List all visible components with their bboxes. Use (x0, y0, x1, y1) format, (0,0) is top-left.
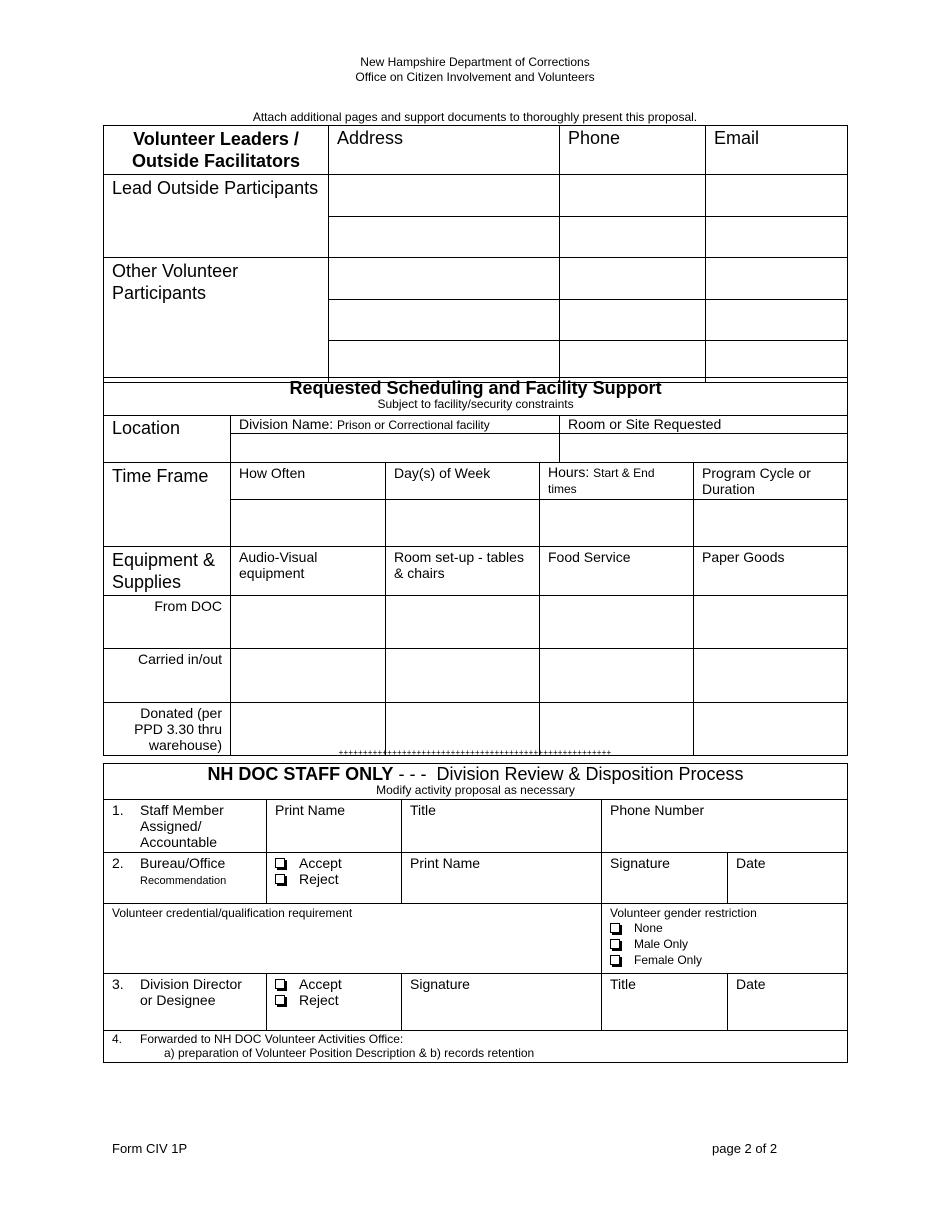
equipment-field[interactable] (694, 649, 848, 703)
retention-text: a) preparation of Volunteer Position Description & b) records retention (164, 1046, 535, 1060)
scheduling-title: Requested Scheduling and Facility Support (289, 378, 662, 398)
scheduling-subtitle: Subject to facility/security constraints (377, 397, 574, 411)
equipment-field[interactable] (540, 649, 694, 703)
email-header: Email (706, 126, 848, 175)
checkbox-icon (610, 955, 620, 965)
row3-number: 3. (112, 976, 124, 992)
accept-checkbox[interactable]: Accept (275, 976, 393, 992)
staff-table (103, 763, 848, 1063)
division-hint: Prison or Correctional facility (337, 418, 490, 432)
reject-checkbox[interactable]: Reject (275, 992, 393, 1008)
date-field[interactable]: Date (728, 974, 848, 1031)
room-field[interactable] (560, 434, 848, 463)
credential-field[interactable]: Volunteer credential/qualification requirement (104, 904, 602, 974)
how-often-header: How Often (231, 463, 386, 500)
header-office: Office on Citizen Involvement and Volunteers (355, 70, 595, 84)
time-frame-label: Time Frame (104, 463, 231, 547)
staff-member-label: Staff Member Assigned/ Accountable (140, 802, 224, 850)
hours-field[interactable] (540, 500, 694, 547)
from-doc-label: From DOC (104, 596, 231, 649)
gender-male-checkbox[interactable]: Male Only (610, 936, 839, 952)
signature-field[interactable]: Signature (402, 974, 602, 1031)
title-field[interactable]: Title (402, 800, 602, 853)
lead-email-field[interactable] (706, 217, 848, 258)
gender-restriction-label: Volunteer gender restriction (610, 906, 757, 920)
page-number: page 2 of 2 (712, 1141, 778, 1156)
days-field[interactable] (386, 500, 540, 547)
other-participants-label: Other Volunteer Participants (104, 258, 329, 383)
leaders-table (103, 125, 848, 383)
phone-header: Phone (560, 126, 706, 175)
program-cycle-header: Program Cycle or Duration (694, 463, 848, 500)
equipment-field[interactable] (540, 596, 694, 649)
other-phone-field[interactable] (560, 300, 706, 341)
paper-goods-header: Paper Goods (694, 547, 848, 596)
date-field[interactable]: Date (728, 853, 848, 904)
lead-phone-field[interactable] (560, 217, 706, 258)
gender-none-checkbox[interactable]: None (610, 920, 839, 936)
bureau-label: Bureau/Office (140, 855, 226, 871)
staff-subtitle: Modify activity proposal as necessary (376, 783, 575, 797)
staff-review-title: - - - Division Review & Disposition Process (393, 764, 744, 784)
checkbox-icon (275, 874, 285, 884)
staff-only-title: NH DOC STAFF ONLY (207, 764, 394, 784)
days-header: Day(s) of Week (386, 463, 540, 500)
donated-label: Donated (per PPD 3.30 thru warehouse) (104, 703, 231, 756)
room-label: Room or Site Requested (560, 416, 848, 434)
recommendation-label: Recommendation (140, 875, 227, 887)
checkbox-icon (275, 995, 285, 1005)
equipment-field[interactable] (694, 596, 848, 649)
row4-number: 4. (112, 1032, 123, 1046)
other-address-field[interactable] (329, 300, 560, 341)
equipment-field[interactable] (386, 649, 540, 703)
lead-email-field[interactable] (706, 175, 848, 217)
print-name-field[interactable]: Print Name (267, 800, 402, 853)
food-service-header: Food Service (540, 547, 694, 596)
carried-label: Carried in/out (104, 649, 231, 703)
checkbox-icon (610, 923, 620, 933)
other-phone-field[interactable] (560, 258, 706, 300)
forwarded-text: Forwarded to NH DOC Volunteer Activities Office: (140, 1032, 404, 1046)
row1-number: 1. (112, 802, 124, 818)
checkbox-icon (275, 858, 285, 868)
lead-address-field[interactable] (329, 175, 560, 217)
hours-header: Hours: (548, 464, 590, 480)
row2-number: 2. (112, 855, 124, 871)
reject-checkbox[interactable]: Reject (275, 871, 393, 887)
equipment-field[interactable] (231, 649, 386, 703)
section-divider: ++++++++++++++++++++++++++++++++++++++++++++++++++++++++ (338, 748, 612, 757)
title-field[interactable]: Title (602, 974, 728, 1031)
signature-field[interactable]: Signature (602, 853, 728, 904)
attach-note: Attach additional pages and support documents to thoroughly present this proposal. (252, 110, 698, 124)
gender-female-checkbox[interactable]: Female Only (610, 952, 839, 968)
lead-participants-label: Lead Outside Participants (104, 175, 329, 258)
print-name-field[interactable]: Print Name (402, 853, 602, 904)
other-address-field[interactable] (329, 258, 560, 300)
accept-checkbox[interactable]: Accept (275, 855, 393, 871)
scheduling-table (103, 377, 848, 756)
header-department: New Hampshire Department of Corrections (360, 55, 590, 69)
lead-address-field[interactable] (329, 217, 560, 258)
program-cycle-field[interactable] (694, 500, 848, 547)
division-director-label: Division Director or Designee (140, 976, 242, 1008)
other-email-field[interactable] (706, 258, 848, 300)
equipment-field[interactable] (386, 596, 540, 649)
form-number: Form CIV 1P (112, 1141, 188, 1156)
location-label: Location (104, 416, 231, 463)
audio-visual-header: Audio-Visual equipment (231, 547, 386, 596)
hours-hint: Start & End times (548, 466, 655, 496)
division-label: Division Name: (239, 416, 334, 432)
other-email-field[interactable] (706, 300, 848, 341)
room-setup-header: Room set-up - tables & chairs (386, 547, 540, 596)
checkbox-icon (610, 939, 620, 949)
phone-number-field[interactable]: Phone Number (602, 800, 848, 853)
division-field[interactable] (231, 434, 560, 463)
equipment-field[interactable] (231, 596, 386, 649)
leaders-title: Volunteer Leaders / Outside Facilitators (104, 126, 329, 175)
how-often-field[interactable] (231, 500, 386, 547)
lead-phone-field[interactable] (560, 175, 706, 217)
address-header: Address (329, 126, 560, 175)
equipment-label: Equipment & Supplies (104, 547, 231, 596)
checkbox-icon (275, 979, 285, 989)
